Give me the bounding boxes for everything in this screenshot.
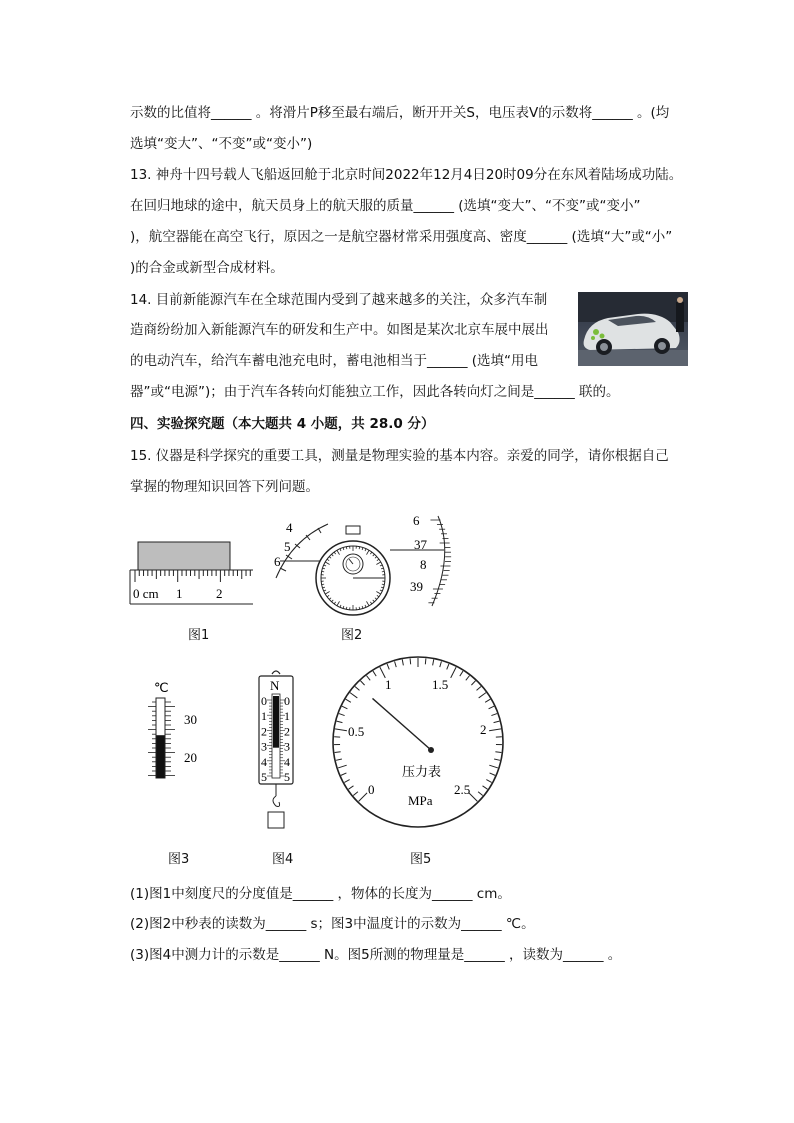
seconds-label-8: 8 [420,557,427,572]
spring-label-left: 0 [261,694,267,708]
figure-2-caption: 图2 [341,628,363,643]
watch-tick [382,584,384,585]
thermometer-unit: ℃ [154,680,169,695]
section-4-heading: 四、实验探究题（本大题共 4 小题，共 28.0 分） [130,416,435,432]
spring-label-right: 2 [284,724,290,739]
spring-label-right: 1 [284,709,290,724]
question-15-part-3: (3)图4中测力计的示数是______ N。图5所测的物理量是______ ，读数为______ 。 [130,947,622,963]
figure-5-pressure-gauge [330,654,506,830]
ruler-label-0: 0 cm [133,586,159,601]
spring-label-left: 1 [261,709,267,724]
question-15-part-2: (2)图2中秒表的读数为______ s；图3中温度计的示数为______ ℃。 [130,916,535,932]
question-14-line-4: 器”或“电源”)；由于汽车各转向灯能独立工作，因此各转向灯之间是______ 联的。 [130,384,620,400]
spring-label-right: 3 [284,739,290,754]
spring-label-left: 5 [261,770,267,784]
spring-indicator [273,696,279,748]
watch-tick [322,571,324,572]
gauge-label-1.5: 1.5 [432,677,449,692]
question-13-line-4: )的合金或新型合成材料。 [130,260,284,276]
gauge-label-0.5: 0.5 [348,724,365,739]
gauge-label-2.5: 2.5 [454,782,471,797]
ruler-label-1: 1 [176,586,183,601]
text-line-1: 示数的比值将______ 。将滑片P移至最右端后，断开开关S，电压表V的示数将______ 。(均 [130,105,670,121]
watch-tick [322,584,324,585]
spring-label-left: 3 [261,739,267,754]
gauge-tick [425,658,426,664]
question-13-line-3: )，航空器能在高空飞行，原因之一是航空器材常采用强度高、密度______ (选填“大”或“小” [130,229,673,245]
question-13-line-2: 在回归地球的途中，航天员身上的航天服的质量______ (选填“变大”、“不变”或“变小” [130,198,641,214]
seconds-label-39: 39 [410,579,423,594]
electric-car-photo [578,292,688,366]
figure-4-spring-scale [252,666,302,832]
minute-label-4: 4 [286,520,293,535]
thermometer-label-30: 30 [184,712,197,727]
gauge-label-2: 2 [480,722,487,737]
text-line-2: 选填“变大”、“不变”或“变小”) [130,136,313,152]
seconds-label-6: 6 [413,513,420,528]
seconds-label-37: 37 [414,537,427,552]
figure-5-caption: 图5 [410,852,432,867]
gauge-tick [410,658,411,664]
question-15-line-2: 掌握的物理知识回答下列问题。 [130,479,319,495]
thermometer-label-20: 20 [184,750,197,765]
figure-2-stopwatch [262,510,454,618]
spring-label-right: 4 [284,754,290,769]
minute-label-5: 5 [284,539,291,554]
gauge-label-0: 0 [368,782,375,797]
figure-4-caption: 图4 [272,852,294,867]
thermometer-liquid [157,735,165,778]
figure-3-caption: 图3 [168,852,190,867]
watch-tick [382,571,384,572]
spring-label-right: 0 [284,694,290,708]
measured-object [138,542,230,570]
question-13-line-1: 13. 神舟十四号载人飞船返回舱于北京时间2022年12月4日20时09分在东风着陆场成功陆。 [130,167,683,183]
question-14-line-1: 14. 目前新能源汽车在全球范围内受到了越来越多的关注，众多汽车制 [130,292,548,308]
spring-label-left: 2 [261,724,267,739]
question-14-line-2: 造商纷纷加入新能源汽车的研发和生产中。如图是某次北京车展中展出 [130,322,549,338]
figure-3-thermometer [140,678,210,784]
gauge-unit: MPa [408,793,433,808]
watch-tick [359,607,360,609]
gauge-label-1: 1 [385,677,392,692]
figure-1-caption: 图1 [188,628,210,643]
spring-label-left: 4 [261,754,267,769]
watch-tick [359,547,360,549]
seconds-scale-ticks [428,520,451,603]
ruler-ticks [130,570,253,582]
minute-label-6: 6 [274,554,281,569]
question-15-line-1: 15. 仪器是科学探究的重要工具，测量是物理实验的基本内容。亲爱的同学，请你根据自己 [130,448,669,464]
gauge-name: 压力表 [402,765,442,780]
figure-1-ruler [128,538,258,608]
spring-label-right: 5 [284,770,290,784]
spring-scale-unit: N [270,678,280,693]
question-14-line-3: 的电动汽车，给汽车蓄电池充电时，蓄电池相当于______ (选填“用电 [130,353,539,369]
watch-tick [346,607,347,609]
watch-tick [346,547,347,549]
ruler-label-2: 2 [216,586,223,601]
question-15-part-1: (1)图1中刻度尺的分度值是______ ，物体的长度为______ cm。 [130,886,511,902]
